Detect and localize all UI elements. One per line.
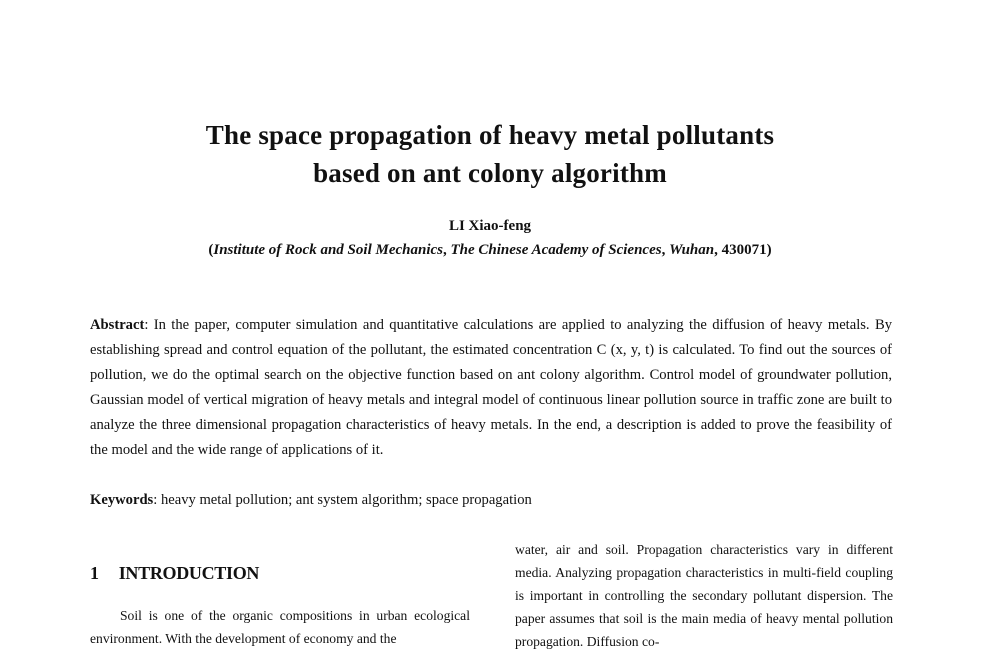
affiliation-city: Wuhan — [669, 242, 715, 258]
title-line-1: The space propagation of heavy metal pollutants — [205, 120, 775, 150]
body-column-right: water, air and soil. Propagation characteristics vary in different media. Analyzing propagation characteristics in multi-field coupling is important in controlling the secondary pollutant dispersion. The paper assumes that soil is the main media of heavy mental pollution propagation. Diffusion co- — [515, 542, 893, 649]
affiliation: (Institute of Rock and Soil Mechanics, The Chinese Academy of Sciences, Wuhan, 430071) — [208, 242, 772, 258]
affiliation-academy: The Chinese Academy of Sciences — [450, 242, 662, 258]
section-title: INTRODUCTION — [118, 563, 260, 583]
affiliation-postcode: 430071 — [721, 242, 767, 258]
abstract-text: In the paper, computer simulation and quantitative calculations are applied to analyzing the diffusion of heavy metals. By establishing spread and control equation of the pollutant, the estimated concentration C (x, y, t) is calculated. To find out the sources of pollution, we do the optimal search on the objective function based on ant colony algorithm. Control model of groundwater pollution, Gaussian model of vertical migration of heavy metals and integral model of continuous linear pollution source in traffic zone are built to analyze the three dimensional propagation characteristics of heavy metals. In the end, a description is added to prove the feasibility of the model and the wide range of applications of it. — [90, 317, 892, 458]
abstract: Abstract: In the paper, computer simulation and quantitative calculations are applied to analyzing the diffusion of heavy metals. By establishing spread and control equation of the pollutant, the estimated concentration C (x, y, t) is calculated. To find out the sources of pollution, we do the optimal search on the objective function based on ant colony algorithm. Control model of groundwater pollution, Gaussian model of vertical migration of heavy metals and integral model of continuous linear pollution source in traffic zone are built to analyze the three dimensional propagation characteristics of heavy metals. In the end, a description is added to prove the feasibility of the model and the wide range of applications of it. — [90, 317, 892, 458]
keywords: Keywords: heavy metal pollution; ant system algorithm; space propagation — [90, 492, 532, 508]
title-line-2: based on ant colony algorithm — [313, 158, 667, 188]
paper-title — [0, 116, 980, 192]
section-number: 1 — [90, 563, 99, 583]
section-heading — [90, 563, 259, 584]
abstract-label: Abstract — [90, 317, 145, 333]
keywords-label: Keywords — [90, 492, 154, 508]
body-column-left: Soil is one of the organic compositions in urban ecological environment. With the development of economy and the — [90, 608, 470, 646]
keywords-text: heavy metal pollution; ant system algorithm; space propagation — [160, 492, 532, 508]
affiliation-institute: Institute of Rock and Soil Mechanics — [213, 242, 443, 258]
author-name: LI Xiao-feng — [448, 218, 532, 234]
